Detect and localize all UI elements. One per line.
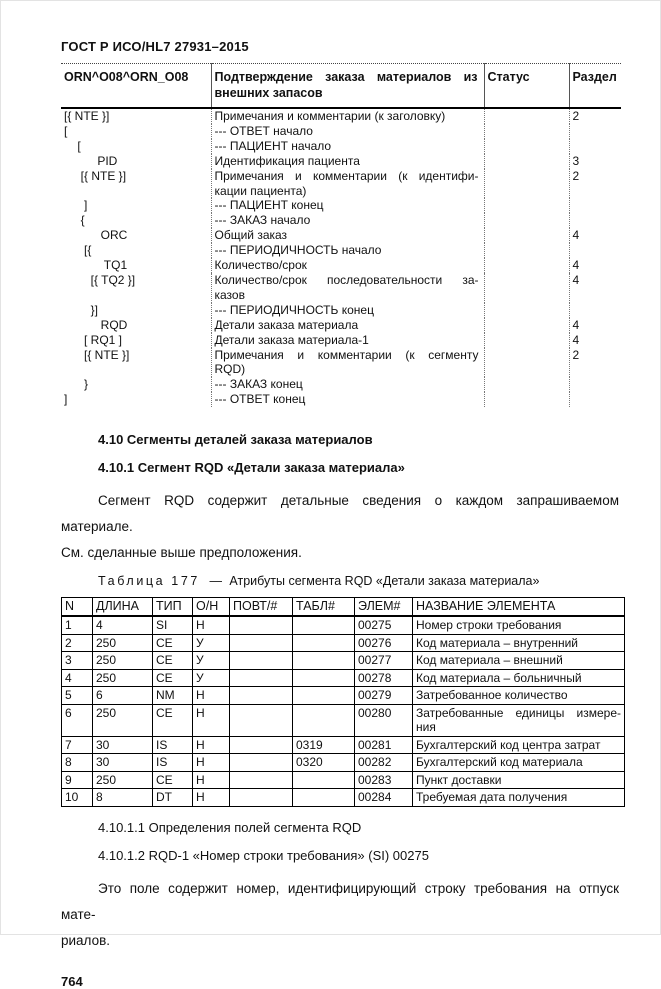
msg-table-row <box>61 243 621 258</box>
attr-col-length: ДЛИНА <box>93 598 153 617</box>
attr-cell-opt: Н <box>193 789 230 807</box>
attr-cell-rept <box>230 789 293 807</box>
attr-col-opt: О/Н <box>193 598 230 617</box>
msg-cell-status <box>484 228 569 243</box>
attr-cell-opt: У <box>193 652 230 670</box>
attr-cell-element-name: Затребованные единицы измере- ния <box>413 704 625 736</box>
attr-col-n: N <box>62 598 93 617</box>
msg-cell-seg: [{ NTE }] <box>61 348 211 378</box>
section-heading-4-10-1-1: 4.10.1.1 Определения полей сегмента RQD <box>98 819 362 835</box>
msg-col-code: ORN^O08^ORN_O08 <box>61 64 211 109</box>
msg-cell-desc: Общий заказ <box>211 228 484 243</box>
attr-col-element-name: НАЗВАНИЕ ЭЛЕМЕНТА <box>413 598 625 617</box>
msg-cell-seg: [ RQ1 ] <box>61 333 211 348</box>
attr-cell-length: 30 <box>93 754 153 772</box>
msg-cell-desc: Примечания и комментарии (к идентифи- кации пациента) <box>211 169 484 199</box>
section-heading-4-10: 4.10 Сегменты деталей заказа материалов <box>98 432 373 448</box>
attr-cell-tbl <box>293 634 355 652</box>
attr-table-row <box>62 789 625 807</box>
attr-cell-type: CE <box>153 669 193 687</box>
msg-cell-seg: }] <box>61 303 211 318</box>
msg-cell-seg: [{ NTE }] <box>61 169 211 199</box>
msg-cell-section <box>569 198 621 213</box>
attr-col-type: ТИП <box>153 598 193 617</box>
attr-cell-item: 00278 <box>355 669 413 687</box>
paragraph-line: риалов. <box>61 932 111 948</box>
attr-cell-n: 3 <box>62 652 93 670</box>
msg-cell-section: 3 <box>572 153 580 168</box>
msg-cell-status <box>484 139 569 154</box>
paragraph-line: См. сделанные выше предположения. <box>61 545 302 561</box>
attr-cell-item: 00282 <box>355 754 413 772</box>
msg-cell-desc: --- ПАЦИЕНТ конец <box>211 198 484 213</box>
msg-table-row <box>61 392 621 407</box>
attr-cell-type: SI <box>153 616 193 634</box>
msg-cell-status <box>484 243 569 258</box>
msg-cell-seg: [{ TQ2 }] <box>61 273 211 303</box>
attr-cell-length: 250 <box>93 652 153 670</box>
msg-cell-section: 4 <box>572 258 580 273</box>
msg-cell-seg: [{ NTE }] <box>61 108 211 124</box>
msg-cell-seg: [ <box>61 124 211 139</box>
paragraph-line: Это поле содержит номер, идентифицирующий строку требования на отпуск мате- <box>61 880 619 922</box>
msg-table-row <box>61 303 621 318</box>
attr-cell-tbl <box>293 652 355 670</box>
attr-cell-type: CE <box>153 704 193 736</box>
attr-cell-length: 250 <box>93 634 153 652</box>
attr-cell-element-name: Бухгалтерский код центра затрат <box>413 736 625 754</box>
attr-cell-element-name: Затребованное количество <box>413 687 625 705</box>
msg-cell-desc: --- ОТВЕТ конец <box>211 392 484 407</box>
attr-cell-rept <box>230 634 293 652</box>
msg-table-row <box>61 318 621 333</box>
attr-cell-tbl <box>293 704 355 736</box>
msg-cell-status <box>484 318 569 333</box>
msg-cell-desc: Примечания и комментарии (к сегменту RQD) <box>211 348 484 378</box>
msg-cell-section: 2 <box>572 168 580 183</box>
attr-cell-rept <box>230 754 293 772</box>
attr-cell-type: IS <box>153 736 193 754</box>
section-heading-4-10-1: 4.10.1 Сегмент RQD «Детали заказа материала» <box>98 460 405 476</box>
msg-table-row <box>61 258 621 273</box>
attr-table-header <box>62 598 625 617</box>
msg-cell-section <box>569 213 621 228</box>
attr-cell-rept <box>230 771 293 789</box>
attr-cell-n: 10 <box>62 789 93 807</box>
attr-cell-opt: Н <box>193 704 230 736</box>
msg-table-row <box>61 228 621 243</box>
attr-cell-opt: Н <box>193 771 230 789</box>
attr-table-row <box>62 736 625 754</box>
attr-cell-rept <box>230 669 293 687</box>
msg-cell-desc: Детали заказа материала <box>211 318 484 333</box>
attr-col-tbl: ТАБЛ# <box>293 598 355 617</box>
attr-table-row <box>62 669 625 687</box>
msg-cell-desc: --- ПЕРИОДИЧНОСТЬ конец <box>211 303 484 318</box>
page-number: 764 <box>61 973 83 989</box>
attr-cell-rept <box>230 616 293 634</box>
msg-cell-status <box>484 198 569 213</box>
attr-cell-item: 00279 <box>355 687 413 705</box>
msg-table-row <box>61 198 621 213</box>
msg-col-description: Подтверждение заказа материалов из внешних запасов <box>211 64 484 109</box>
attr-cell-type: DT <box>153 789 193 807</box>
attr-cell-item: 00276 <box>355 634 413 652</box>
attr-table-row <box>62 771 625 789</box>
attr-cell-type: IS <box>153 754 193 772</box>
attr-cell-item: 00284 <box>355 789 413 807</box>
paragraph-rqd-intro <box>61 488 619 566</box>
msg-table-header <box>61 64 621 109</box>
msg-cell-status <box>484 303 569 318</box>
attr-cell-rept <box>230 687 293 705</box>
attr-table-row <box>62 687 625 705</box>
attr-table-row <box>62 634 625 652</box>
msg-cell-section <box>569 303 621 318</box>
msg-cell-seg: ] <box>61 198 211 213</box>
msg-cell-desc: Примечания и комментарии (к заголовку) <box>211 108 484 124</box>
attr-cell-n: 8 <box>62 754 93 772</box>
table-caption-text: Атрибуты сегмента RQD «Детали заказа материала» <box>229 574 540 589</box>
msg-cell-desc: --- ПАЦИЕНТ начало <box>211 139 484 154</box>
msg-cell-status <box>484 108 569 124</box>
msg-table-row <box>61 348 621 378</box>
doc-title: ГОСТ Р ИСО/HL7 27931–2015 <box>61 39 249 54</box>
message-structure-table <box>61 63 621 407</box>
attr-col-rept: ПОВТ/# <box>230 598 293 617</box>
msg-table-row <box>61 139 621 154</box>
attr-table-row <box>62 616 625 634</box>
rqd-attributes-table <box>61 597 625 807</box>
table-177-caption <box>98 574 619 588</box>
msg-cell-desc: --- ОТВЕТ начало <box>211 124 484 139</box>
attr-cell-type: CE <box>153 634 193 652</box>
msg-cell-seg: ORC <box>61 228 211 243</box>
msg-cell-seg: [ <box>61 139 211 154</box>
attr-cell-opt: Н <box>193 736 230 754</box>
msg-cell-status <box>484 154 569 169</box>
msg-cell-desc: --- ЗАКАЗ конец <box>211 377 484 392</box>
paragraph-line: Сегмент RQD содержит детальные сведения о каждом запрашиваемом материале. <box>61 493 619 535</box>
msg-table-row <box>61 124 621 139</box>
attr-table-row <box>62 754 625 772</box>
msg-cell-desc: --- ПЕРИОДИЧНОСТЬ начало <box>211 243 484 258</box>
attr-cell-n: 4 <box>62 669 93 687</box>
msg-cell-status <box>484 348 569 378</box>
attr-cell-item: 00275 <box>355 616 413 634</box>
attr-cell-item: 00283 <box>355 771 413 789</box>
msg-cell-desc: Количество/срок последовательности за- казов <box>211 273 484 303</box>
attr-cell-opt: Н <box>193 616 230 634</box>
msg-cell-status <box>484 258 569 273</box>
attr-cell-opt: У <box>193 634 230 652</box>
attr-cell-length: 4 <box>93 616 153 634</box>
msg-cell-desc: Идентификация пациента <box>211 154 484 169</box>
msg-cell-section <box>569 243 621 258</box>
attr-cell-length: 250 <box>93 771 153 789</box>
attr-cell-n: 1 <box>62 616 93 634</box>
msg-cell-section: 4 <box>572 332 580 347</box>
attr-table-row <box>62 652 625 670</box>
msg-cell-desc: Количество/срок <box>211 258 484 273</box>
msg-cell-seg: [{ <box>61 243 211 258</box>
msg-cell-status <box>484 273 569 303</box>
table-caption-label: Таблица 177 <box>98 574 200 589</box>
attr-cell-rept <box>230 704 293 736</box>
attr-cell-item: 00277 <box>355 652 413 670</box>
attr-cell-opt: Н <box>193 754 230 772</box>
attr-cell-n: 6 <box>62 704 93 736</box>
msg-cell-desc: Детали заказа материала-1 <box>211 333 484 348</box>
msg-cell-status <box>484 169 569 199</box>
attr-cell-type: CE <box>153 652 193 670</box>
attr-cell-element-name: Код материала – внешний <box>413 652 625 670</box>
msg-cell-status <box>484 377 569 392</box>
attr-cell-element-name: Номер строки требования <box>413 616 625 634</box>
msg-table-row <box>61 377 621 392</box>
attr-cell-tbl: 0319 <box>293 736 355 754</box>
msg-table-row <box>61 154 621 169</box>
attr-cell-rept <box>230 652 293 670</box>
msg-cell-section: 4 <box>572 272 580 287</box>
attr-col-item: ЭЛЕМ# <box>355 598 413 617</box>
msg-table-row <box>61 169 621 199</box>
attr-cell-tbl <box>293 789 355 807</box>
attr-cell-item: 00280 <box>355 704 413 736</box>
msg-cell-seg: RQD <box>61 318 211 333</box>
attr-cell-opt: Н <box>193 687 230 705</box>
attr-cell-type: CE <box>153 771 193 789</box>
msg-cell-section: 4 <box>572 317 580 332</box>
msg-cell-section <box>569 377 621 392</box>
attr-cell-element-name: Требуемая дата получения <box>413 789 625 807</box>
attr-cell-item: 00281 <box>355 736 413 754</box>
attr-cell-length: 30 <box>93 736 153 754</box>
msg-cell-seg: PID <box>61 154 211 169</box>
attr-cell-tbl <box>293 616 355 634</box>
attr-cell-length: 250 <box>93 669 153 687</box>
attr-cell-tbl <box>293 687 355 705</box>
attr-cell-type: NM <box>153 687 193 705</box>
attr-cell-element-name: Код материала – внутренний <box>413 634 625 652</box>
msg-cell-seg: { <box>61 213 211 228</box>
attr-cell-length: 8 <box>93 789 153 807</box>
attr-cell-element-name: Бухгалтерский код материала <box>413 754 625 772</box>
attr-cell-element-name: Пункт доставки <box>413 771 625 789</box>
msg-cell-seg: } <box>61 377 211 392</box>
msg-cell-desc: --- ЗАКАЗ начало <box>211 213 484 228</box>
msg-cell-status <box>484 213 569 228</box>
attr-cell-length: 6 <box>93 687 153 705</box>
paragraph-rqd1-definition <box>61 876 619 954</box>
msg-cell-seg: ] <box>61 392 211 407</box>
attr-cell-n: 7 <box>62 736 93 754</box>
msg-cell-status <box>484 333 569 348</box>
attr-cell-n: 5 <box>62 687 93 705</box>
msg-table-row <box>61 108 621 124</box>
msg-cell-status <box>484 124 569 139</box>
attr-table-row <box>62 704 625 736</box>
msg-cell-section <box>569 124 621 139</box>
attr-cell-tbl: 0320 <box>293 754 355 772</box>
msg-table-row <box>61 273 621 303</box>
msg-col-section: Раздел <box>569 64 621 109</box>
attr-cell-n: 2 <box>62 634 93 652</box>
msg-table-row <box>61 213 621 228</box>
section-heading-4-10-1-2: 4.10.1.2 RQD-1 «Номер строки требования» (SI) 00275 <box>98 847 429 863</box>
attr-cell-length: 250 <box>93 704 153 736</box>
attr-cell-rept <box>230 736 293 754</box>
msg-cell-seg: TQ1 <box>61 258 211 273</box>
msg-col-status: Статус <box>484 64 569 109</box>
msg-cell-section <box>569 139 621 154</box>
attr-cell-tbl <box>293 771 355 789</box>
msg-cell-section <box>569 392 621 407</box>
msg-table-row <box>61 333 621 348</box>
table-caption-dash: — <box>209 574 222 589</box>
attr-cell-element-name: Код материала – больничный <box>413 669 625 687</box>
msg-cell-status <box>484 392 569 407</box>
attr-cell-opt: У <box>193 669 230 687</box>
msg-cell-section: 4 <box>572 228 580 243</box>
msg-cell-section: 2 <box>572 347 580 362</box>
msg-cell-section: 2 <box>572 109 580 123</box>
attr-cell-tbl <box>293 669 355 687</box>
attr-cell-n: 9 <box>62 771 93 789</box>
